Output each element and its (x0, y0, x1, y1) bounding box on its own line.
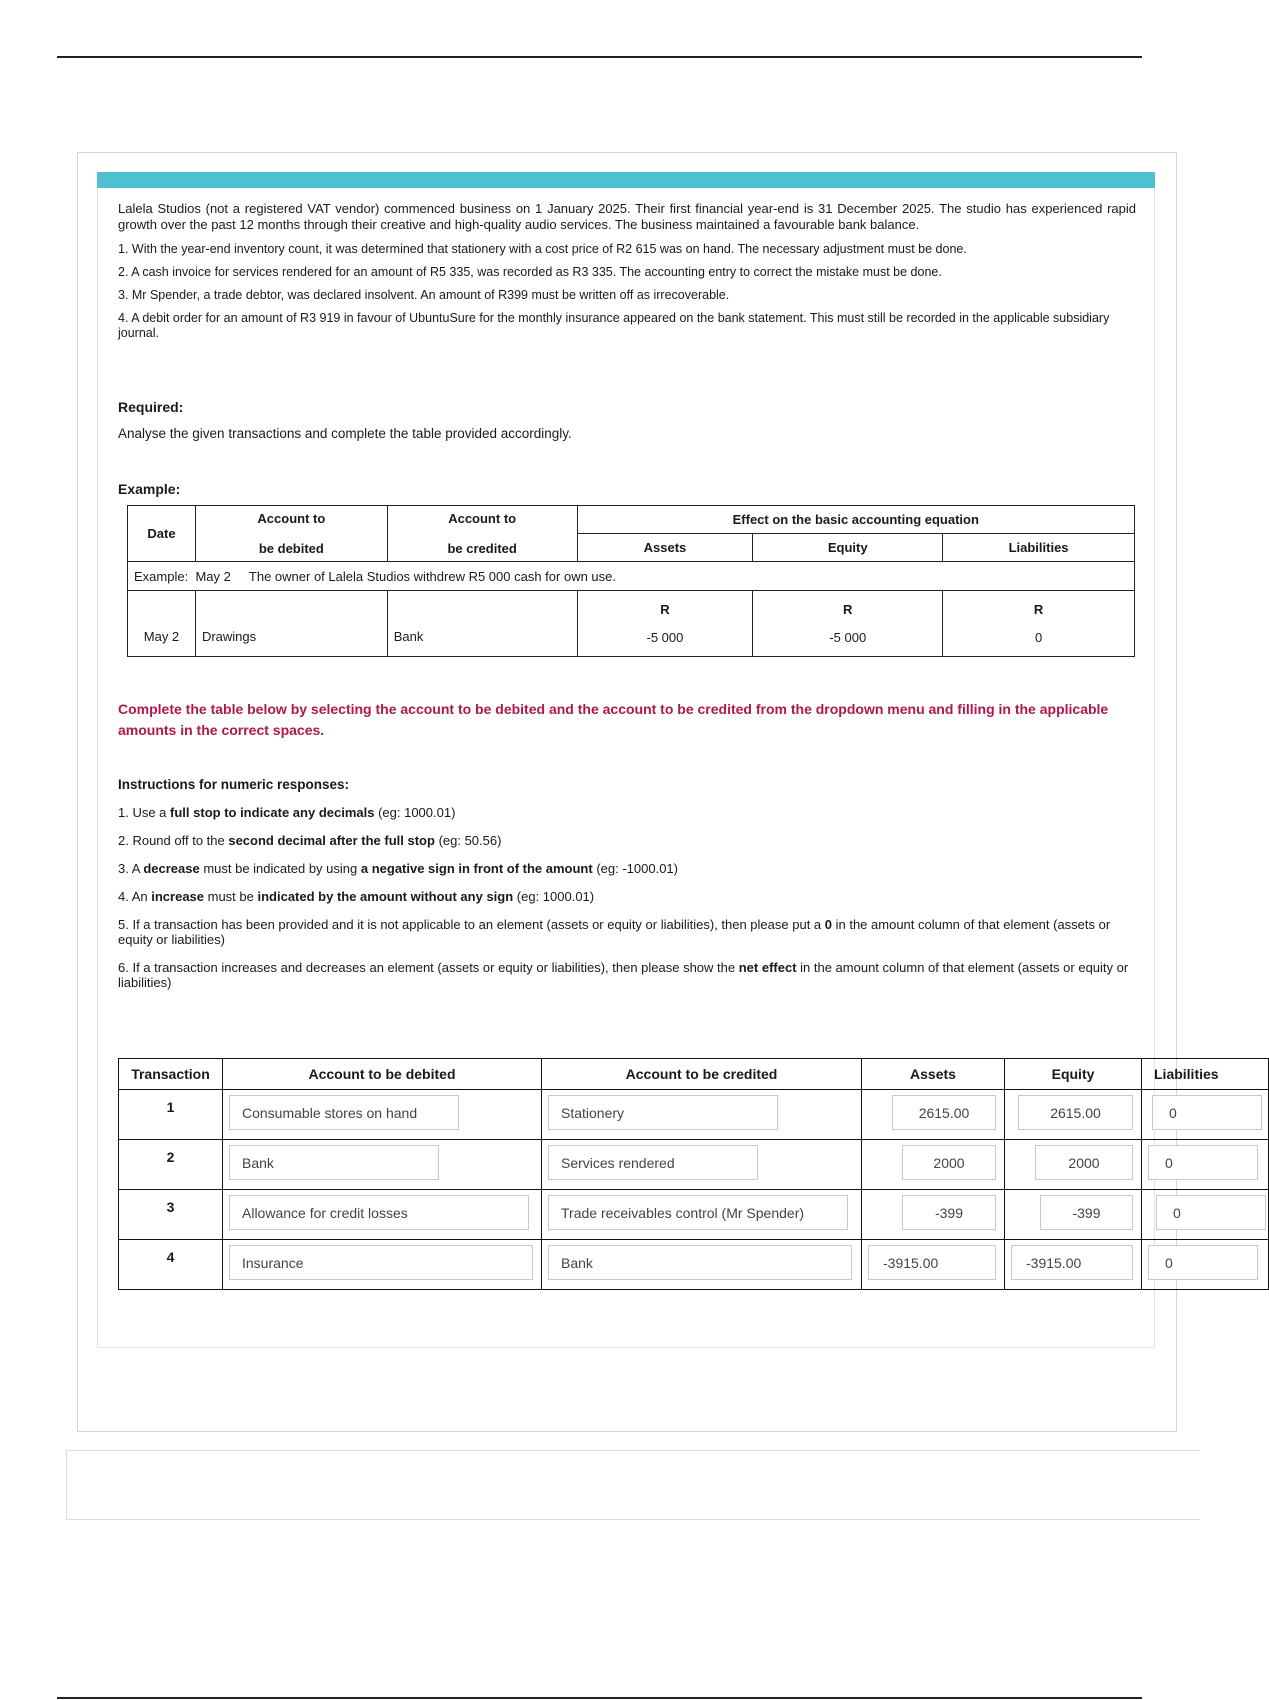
liabilities-input[interactable]: 0 (1148, 1245, 1258, 1280)
assets-cell (862, 1240, 1005, 1290)
required-section (118, 399, 572, 441)
debit-cell (223, 1240, 542, 1290)
equity-cell (1005, 1190, 1142, 1240)
example-equity-cell: R -5 000 (753, 591, 943, 657)
example-row-date: May 2 (128, 591, 196, 657)
top-rule (57, 56, 1142, 58)
debit-cell (223, 1190, 542, 1240)
table-row (119, 1090, 1269, 1140)
assets-cell (862, 1190, 1005, 1240)
liabilities-input[interactable]: 0 (1156, 1195, 1266, 1230)
answer-table-container[interactable] (118, 1058, 1219, 1292)
debit-dropdown[interactable]: Consumable stores on hand (229, 1095, 459, 1130)
assets-input[interactable]: 2000 (902, 1145, 996, 1180)
numeric-instruction-5: 5. If a transaction has been provided and it is not applicable to an element (assets or equity or liabilities), then please put a 0 in the amount column of that element (assets or equity or liabilities) (118, 917, 1111, 947)
equity-header: Equity (1005, 1059, 1142, 1090)
example-date-header: Date (128, 506, 196, 562)
credit-cell (542, 1140, 862, 1190)
example-liabilities-cell: R 0 (943, 591, 1135, 657)
numeric-heading: Instructions for numeric responses: (118, 777, 350, 792)
liabilities-cell (1142, 1140, 1269, 1190)
table-row (119, 1240, 1269, 1290)
numeric-instruction-3: 3. A decrease must be indicated by using a negative sign in front of the amount (eg: -1000.01) (118, 861, 678, 876)
liabilities-header: Liabilities (1142, 1059, 1269, 1090)
scenario-1: 1. With the year-end inventory count, it was determined that stationery with a cost price of R2 615 was on hand. The necessary adjustment must be done. (118, 242, 967, 256)
debit-cell (223, 1090, 542, 1140)
debited-header: Account to be debited (223, 1059, 542, 1090)
debit-cell (223, 1140, 542, 1190)
credit-cell (542, 1090, 862, 1140)
pink-instruction: Complete the table below by selecting the account to be debited and the account to be credited from the dropdown menu and filling in the applicable amounts in the correct spaces. (118, 701, 1109, 738)
assets-cell (862, 1090, 1005, 1140)
scenario-4: 4. A debit order for an amount of R3 919 in favour of UbuntuSure for the monthly insurance appeared on the bank statement. This must still be recorded in the applicable subsidiary journal. (118, 311, 1110, 340)
required-heading: Required: (118, 399, 184, 415)
scenario-3: 3. Mr Spender, a trade debtor, was declared insolvent. An amount of R399 must be written off as irrecoverable. (118, 288, 730, 302)
next-question-card (66, 1450, 1200, 1520)
table-row (119, 1140, 1269, 1190)
transaction-header: Transaction (119, 1059, 223, 1090)
equity-input[interactable]: -399 (1040, 1195, 1133, 1230)
example-effect-header: Effect on the basic accounting equation (577, 506, 1134, 534)
required-text: Analyse the given transactions and complete the table provided accordingly. (118, 426, 572, 441)
equity-input[interactable]: 2000 (1035, 1145, 1133, 1180)
transaction-number: 4 (119, 1240, 223, 1290)
transaction-number: 1 (119, 1090, 223, 1140)
credit-dropdown[interactable]: Bank (548, 1245, 852, 1280)
intro-paragraph: Lalela Studios (not a registered VAT vendor) commenced business on 1 January 2025. Their first financial year-end is 31 December 2025. The studio has experienced rapid growth over the past 12 months through their creative and high-quality audio services. The business maintained a favourable bank balance. (118, 201, 1136, 232)
numeric-instruction-6: 6. If a transaction increases and decreases an element (assets or equity or liabilities), then please show the net effect in the amount column of that element (assets or equity or liabilities) (118, 960, 1129, 990)
liabilities-input[interactable]: 0 (1152, 1095, 1262, 1130)
assets-cell (862, 1140, 1005, 1190)
credit-cell (542, 1190, 862, 1240)
example-heading: Example: (118, 481, 181, 497)
example-liabilities-header: Liabilities (943, 534, 1135, 562)
numeric-instruction-2: 2. Round off to the second decimal after the full stop (eg: 50.56) (118, 833, 502, 848)
credit-dropdown[interactable]: Stationery (548, 1095, 778, 1130)
equity-cell (1005, 1090, 1142, 1140)
scenario-2: 2. A cash invoice for services rendered for an amount of R5 335, was recorded as R3 335. The accounting entry to correct the mistake must be done. (118, 265, 942, 279)
example-assets-header: Assets (577, 534, 753, 562)
numeric-instruction-1: 1. Use a full stop to indicate any decimals (eg: 1000.01) (118, 805, 456, 820)
question-header-bar (97, 172, 1155, 188)
example-description-row: Example: May 2 The owner of Lalela Studios withdrew R5 000 cash for own use. (128, 562, 1135, 591)
table-row (119, 1190, 1269, 1240)
assets-input[interactable]: 2615.00 (892, 1095, 996, 1130)
equity-cell (1005, 1240, 1142, 1290)
equity-input[interactable]: 2615.00 (1018, 1095, 1133, 1130)
bottom-rule (57, 1697, 1142, 1699)
liabilities-input[interactable]: 0 (1148, 1145, 1258, 1180)
example-row-debit: Drawings (195, 591, 387, 657)
liabilities-cell (1142, 1090, 1269, 1140)
credited-header: Account to be credited (542, 1059, 862, 1090)
liabilities-cell (1142, 1240, 1269, 1290)
assets-input[interactable]: -399 (902, 1195, 996, 1230)
example-table (127, 505, 1135, 657)
debit-dropdown[interactable]: Bank (229, 1145, 439, 1180)
equity-cell (1005, 1140, 1142, 1190)
example-equity-header: Equity (753, 534, 943, 562)
liabilities-cell (1142, 1190, 1269, 1240)
assets-header: Assets (862, 1059, 1005, 1090)
debit-dropdown[interactable]: Insurance (229, 1245, 533, 1280)
numeric-instructions (118, 777, 1136, 1003)
transaction-number: 2 (119, 1140, 223, 1190)
credit-cell (542, 1240, 862, 1290)
example-row-credit: Bank (387, 591, 577, 657)
example-assets-cell: R -5 000 (577, 591, 753, 657)
question-text (118, 201, 1136, 349)
example-credit-header: Account to be credited (387, 506, 577, 562)
transaction-number: 3 (119, 1190, 223, 1240)
example-debit-header: Account to be debited (195, 506, 387, 562)
answer-table (118, 1058, 1269, 1290)
equity-input[interactable]: -3915.00 (1011, 1245, 1133, 1280)
debit-dropdown[interactable]: Allowance for credit losses (229, 1195, 529, 1230)
answer-header-row (119, 1059, 1269, 1090)
assets-input[interactable]: -3915.00 (868, 1245, 996, 1280)
credit-dropdown[interactable]: Services rendered (548, 1145, 758, 1180)
numeric-instruction-4: 4. An increase must be indicated by the amount without any sign (eg: 1000.01) (118, 889, 595, 904)
credit-dropdown[interactable]: Trade receivables control (Mr Spender) (548, 1195, 848, 1230)
